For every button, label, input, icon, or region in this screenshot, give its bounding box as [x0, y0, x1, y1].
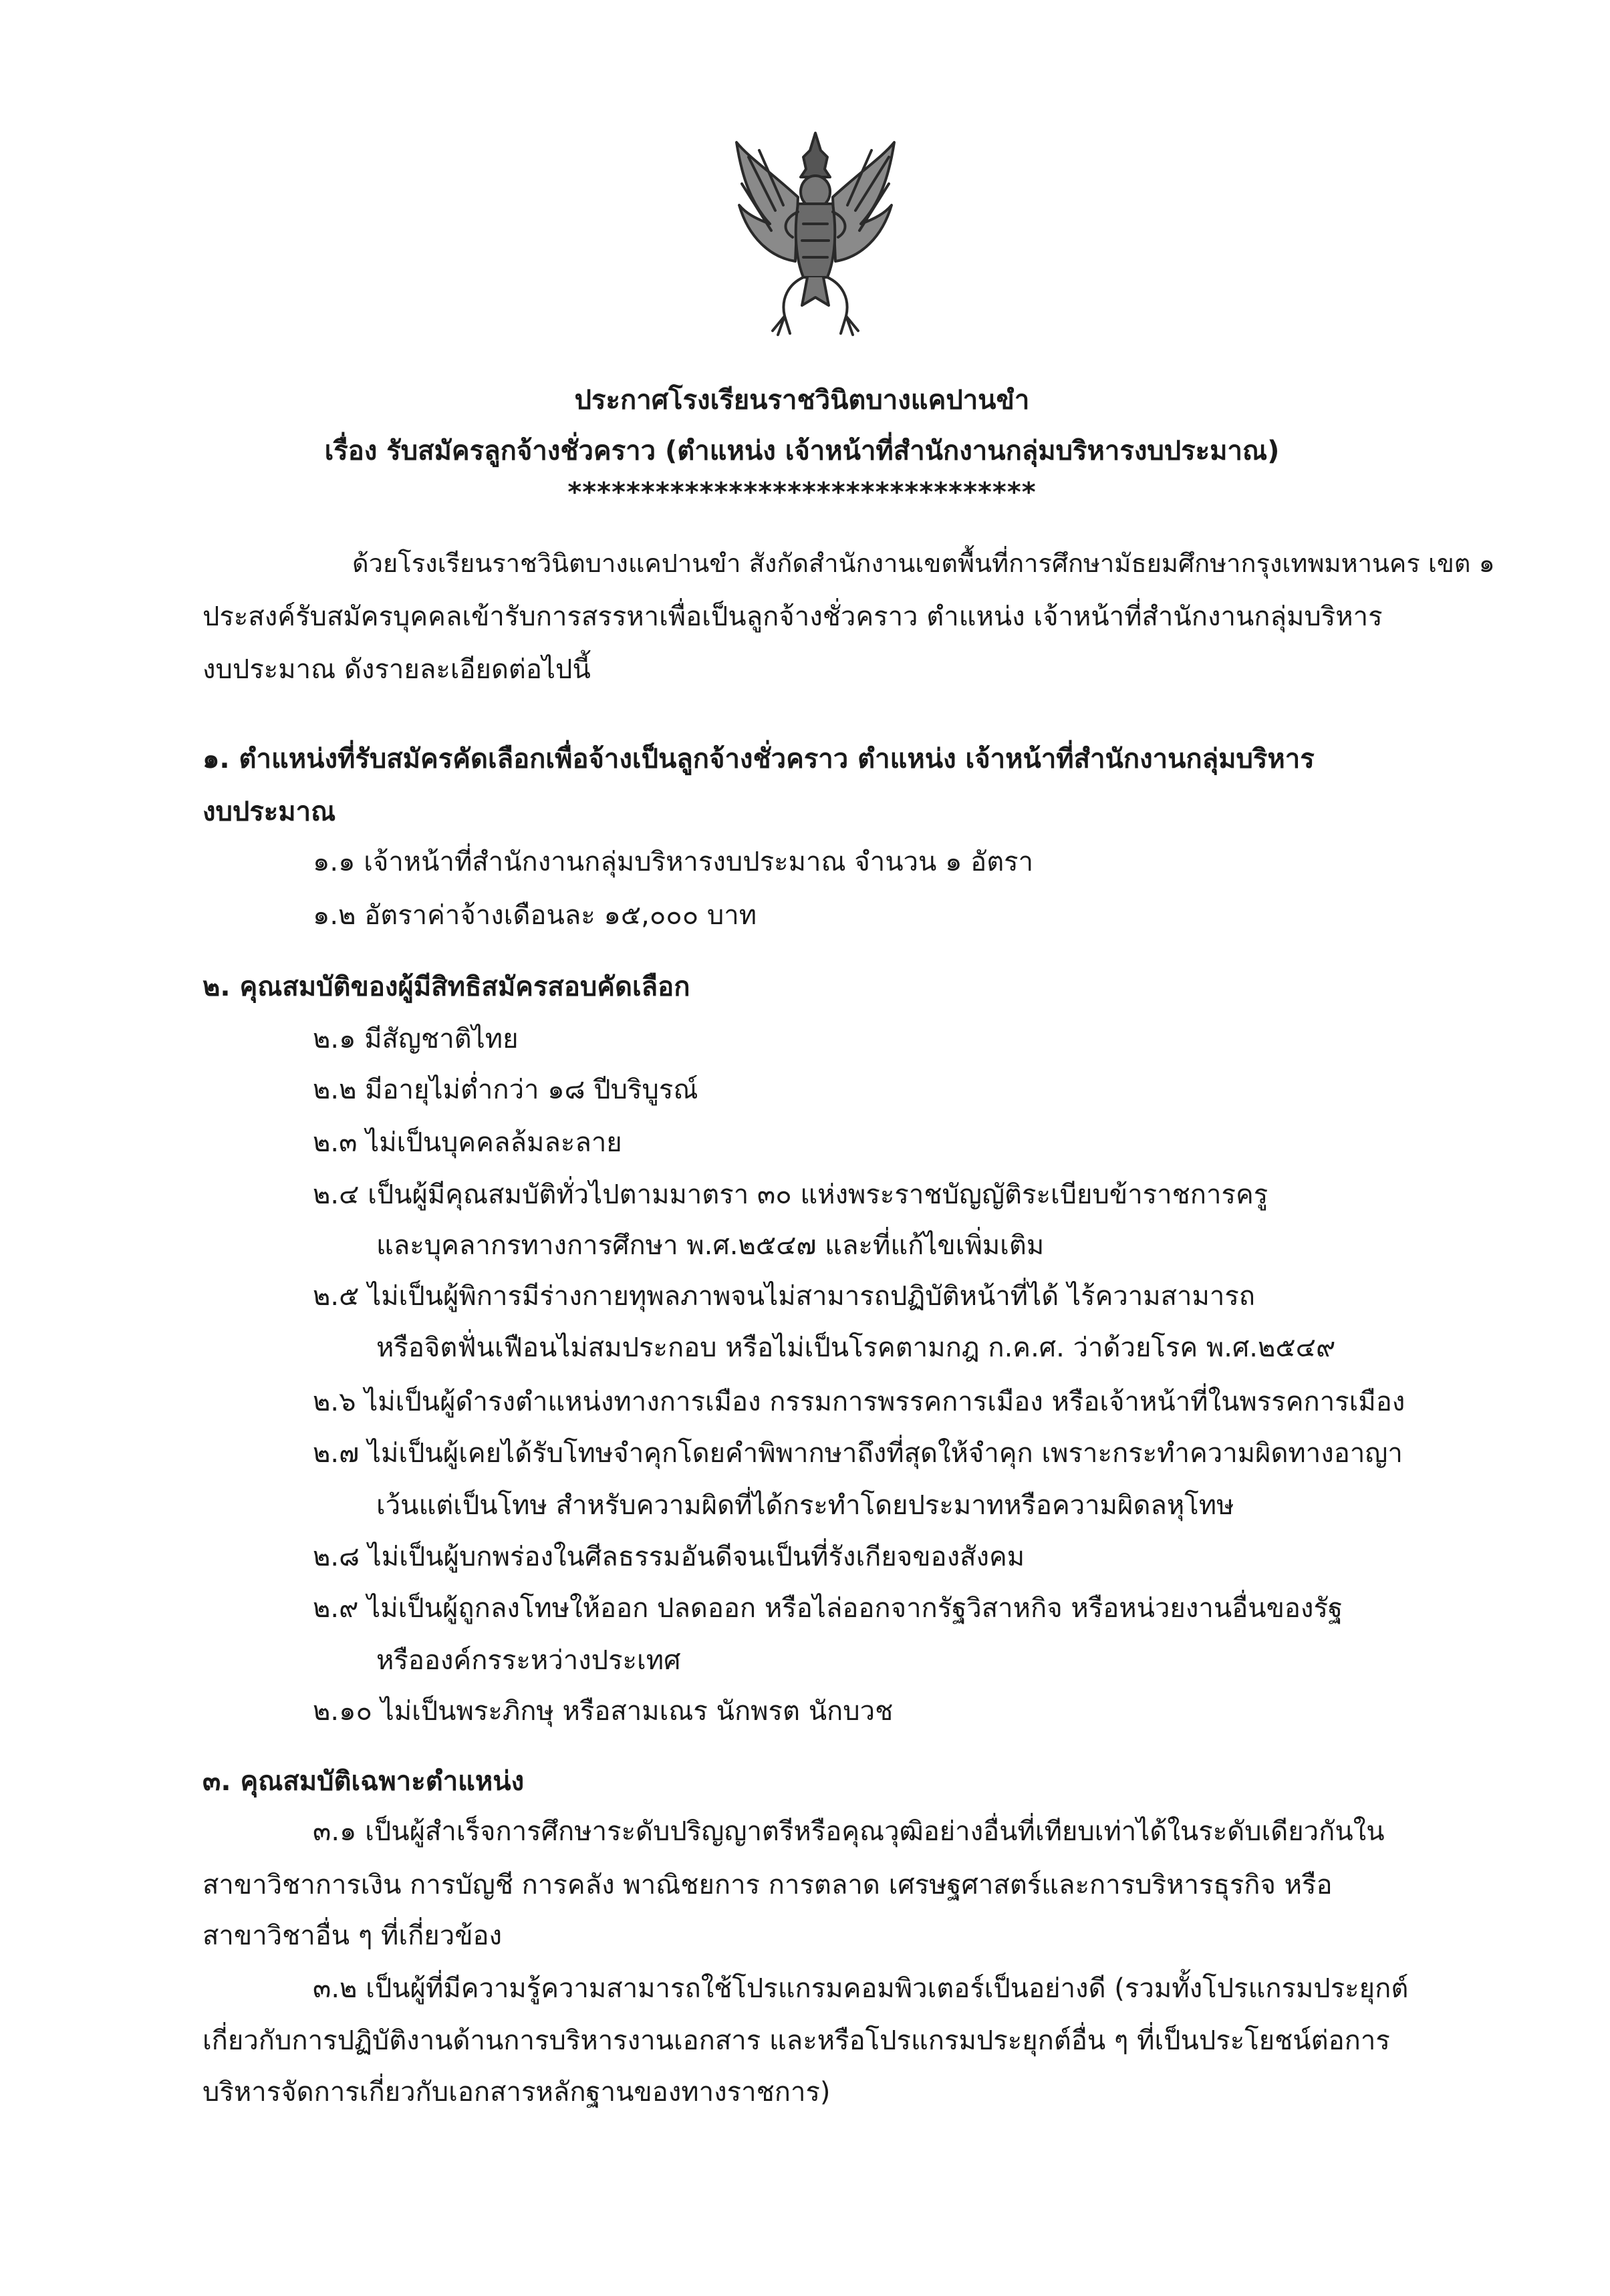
- section3-line: ๓.๒ เป็นผู้ที่มีความรู้ความสามารถใช้โปรแกรมคอมพิวเตอร์เป็นอย่างดี (รวมทั้งโปรแกรมประยุกต์: [313, 1973, 1409, 2004]
- garuda-emblem-icon: [728, 130, 902, 337]
- intro-line-1: ด้วยโรงเรียนราชวินิตบางแคปานขำ สังกัดสำนักงานเขตพื้นที่การศึกษามัธยมศึกษากรุงเทพมหานคร เขต ๑: [352, 549, 1495, 578]
- section2-item: ๒.๙ ไม่เป็นผู้ถูกลงโทษให้ออก ปลดออก หรือไล่ออกจากรัฐวิสาหกิจ หรือหน่วยงานอื่นของรัฐ: [313, 1593, 1343, 1624]
- section2-item-cont: และบุคลากรทางการศึกษา พ.ศ.๒๕๔๗ และที่แก้ไขเพิ่มเติม: [376, 1230, 1045, 1261]
- section2-item: ๒.๒ มีอายุไม่ต่ำกว่า ๑๘ ปีบริบูรณ์: [313, 1074, 698, 1105]
- section2-item-cont: เว้นแต่เป็นโทษ สำหรับความผิดที่ได้กระทำโดยประมาทหรือความผิดลหุโทษ: [376, 1490, 1234, 1521]
- section2-item: ๒.๑๐ ไม่เป็นพระภิกษุ หรือสามเณร นักพรต นักบวช: [313, 1696, 894, 1727]
- announcement-title: ประกาศโรงเรียนราชวินิตบางแคปานขำ: [574, 385, 1030, 416]
- section2-item: ๒.๕ ไม่เป็นผู้พิการมีร่างกายทุพลภาพจนไม่สามารถปฏิบัติหน้าที่ได้ ไร้ความสามารถ: [313, 1281, 1256, 1312]
- section2-item: ๒.๓ ไม่เป็นบุคคลล้มละลาย: [313, 1127, 622, 1158]
- section1-heading-cont: งบประมาณ: [203, 797, 336, 827]
- section2-item: ๒.๖ ไม่เป็นผู้ดำรงตำแหน่งทางการเมือง กรรมการพรรคการเมือง หรือเจ้าหน้าที่ในพรรคการเมือง: [313, 1387, 1405, 1417]
- title-divider: ********************************: [567, 477, 1037, 508]
- section3-line: สาขาวิชาการเงิน การบัญชี การคลัง พาณิชยการ การตลาด เศรษฐศาสตร์และการบริหารธุรกิจ หรือ: [203, 1870, 1333, 1900]
- section3-line: เกี่ยวกับการปฏิบัติงานด้านการบริหารงานเอกสาร และหรือโปรแกรมประยุกต์อื่น ๆ ที่เป็นประโยชน์ต่อการ: [203, 2025, 1390, 2056]
- section1-heading: ๑. ตำแหน่งที่รับสมัครคัดเลือกเพื่อจ้างเป็นลูกจ้างชั่วคราว ตำแหน่ง เจ้าหน้าที่สำนักงานกลุ่มบริหาร: [203, 744, 1315, 774]
- section2-heading: ๒. คุณสมบัติของผู้มีสิทธิสมัครสอบคัดเลือก: [203, 972, 690, 1002]
- section2-item: ๒.๘ ไม่เป็นผู้บกพร่องในศีลธรรมอันดีจนเป็นที่รังเกียจของสังคม: [313, 1542, 1025, 1572]
- section3-line: สาขาวิชาอื่น ๆ ที่เกี่ยวข้อง: [203, 1920, 503, 1951]
- section2-item-cont: หรือจิตฟั่นเฟือนไม่สมประกอบ หรือไม่เป็นโรคตามกฎ ก.ค.ศ. ว่าด้วยโรค พ.ศ.๒๕๔๙: [376, 1332, 1336, 1363]
- intro-line-2: ประสงค์รับสมัครบุคคลเข้ารับการสรรหาเพื่อเป็นลูกจ้างชั่วคราว ตำแหน่ง เจ้าหน้าที่สำนักงานกลุ่มบริหาร: [203, 601, 1383, 632]
- intro-line-3: งบประมาณ ดังรายละเอียดต่อไปนี้: [203, 654, 591, 685]
- section2-item: ๒.๗ ไม่เป็นผู้เคยได้รับโทษจำคุกโดยคำพิพากษาถึงที่สุดให้จำคุก เพราะกระทำความผิดทางอาญา: [313, 1438, 1403, 1469]
- section3-line: บริหารจัดการเกี่ยวกับเอกสารหลักฐานของทางราชการ): [203, 2077, 831, 2108]
- section3-line: ๓.๑ เป็นผู้สำเร็จการศึกษาระดับปริญญาตรีหรือคุณวุฒิอย่างอื่นที่เทียบเท่าได้ในระดับเดียวกันใน: [313, 1816, 1385, 1847]
- section1-item: ๑.๑ เจ้าหน้าที่สำนักงานกลุ่มบริหารงบประมาณ จำนวน ๑ อัตรา: [313, 847, 1034, 877]
- section3-heading: ๓. คุณสมบัติเฉพาะตำแหน่ง: [203, 1766, 525, 1797]
- section2-item: ๒.๔ เป็นผู้มีคุณสมบัติทั่วไปตามมาตรา ๓๐ แห่งพระราชบัญญัติระเบียบข้าราชการครู: [313, 1179, 1268, 1210]
- announcement-subject: เรื่อง รับสมัครลูกจ้างชั่วคราว (ตำแหน่ง เจ้าหน้าที่สำนักงานกลุ่มบริหารงบประมาณ): [324, 436, 1280, 466]
- section2-item-cont: หรือองค์กรระหว่างประเทศ: [376, 1645, 681, 1676]
- section1-item: ๑.๒ อัตราค่าจ้างเดือนละ ๑๕,๐๐๐ บาท: [313, 900, 757, 931]
- section2-item: ๒.๑ มีสัญชาติไทย: [313, 1024, 519, 1054]
